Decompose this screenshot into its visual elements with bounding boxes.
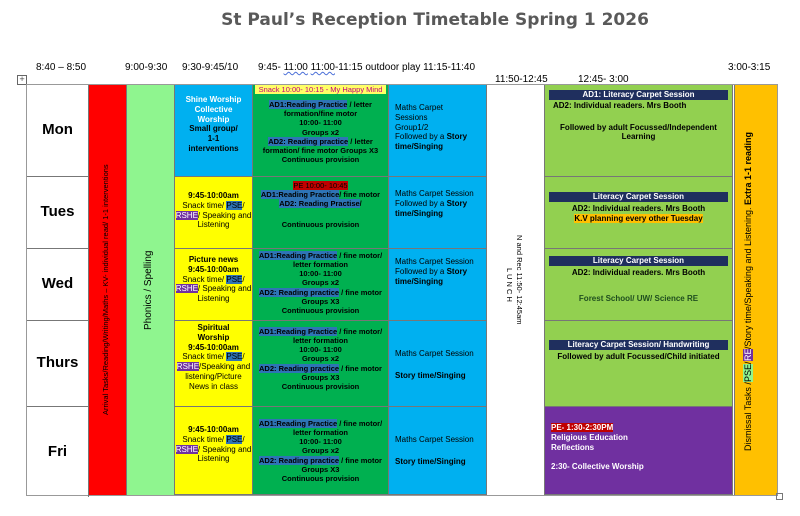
afternoon-mon: AD1: Literacy Carpet Session AD2: Individual readers. Mrs Booth Followed by adult Focussed/Independent Learning <box>545 85 733 177</box>
time-dismissal: 3:00-3:15 <box>728 62 771 73</box>
snack-fri: 9:45-10:00am Snack time/ PSE/ RSHE/ Speaking and Listening <box>175 407 253 495</box>
afternoon-wed: Literacy Carpet Session AD2: Individual readers. Mrs Booth Forest School/ UW/ Science RE <box>545 249 733 321</box>
arrival-text: Arrival Tasks/Reading/Writing/Maths – KV- individual read/ 1-1 interventions <box>101 164 110 416</box>
maths-thu: Maths Carpet Session Story time/Singing <box>389 321 487 407</box>
morning-tue: PE 10:00- 10:45 AD1:Reading Practice/ fine motor AD2: Reading Practise/ Continuous provision <box>253 177 389 249</box>
table-resize-handle[interactable] <box>776 493 783 500</box>
morning-thu: AD1:Reading Practice / fine motor/ letter formation 10:00- 11:00 Groups x2 AD2: Reading practice / fine motor Groups X3 Continuous provision <box>253 321 389 407</box>
snack-wed: Picture news 9:45-10:00am Snack time/ PSE/ RSHE/ Speaking and Listening <box>175 249 253 321</box>
page-title: St Paul’s Reception Timetable Spring 1 2026 <box>221 10 649 30</box>
day-fri: Fri <box>27 407 89 497</box>
afternoon-thu: Literacy Carpet Session/ Handwriting Followed by adult Focussed/Child initiated <box>545 321 733 407</box>
arrival-column <box>89 85 127 495</box>
maths-fri: Maths Carpet Session Story time/Singing <box>389 407 487 495</box>
day-thu: Thurs <box>27 321 89 407</box>
maths-mon: Maths Carpet Sessions Group1/2 Followed by a Story time/Singing <box>389 85 487 177</box>
afternoon-fri: PE- 1:30-2:30PM Religious Education Reflections 2:30- Collective Worship <box>545 407 733 495</box>
maths-tue: Maths Carpet Session Followed by a Story time/Singing <box>389 177 487 249</box>
timetable-grid <box>26 84 778 496</box>
snack-thu: Spiritual Worship 9:45-10:00am Snack time/ PSE/ RSHE/Speaking and listening/Picture News in class <box>175 321 253 407</box>
lunch-label: L U N C H <box>505 268 514 302</box>
dismissal-text: Dismissal Tasks /PSE/RE/Story time/Speaking and Listening. Extra 1-1 reading <box>743 131 753 451</box>
time-arrival: 8:40 – 8:50 <box>36 62 87 73</box>
phonics-column <box>127 85 175 495</box>
morning-wed: AD1:Reading Practice / fine motor/ letter formation 10:00- 11:00 Groups x2 AD2: Reading practice / fine motor Groups X3 Continuous provision <box>253 249 389 321</box>
worship-mon: Shine Worship Collective Worship Small group/ 1-1 interventions <box>175 85 253 177</box>
lunch-sub: N and Rec 11:50- 12:45am <box>515 235 524 325</box>
phonics-text: Phonics / Spelling <box>143 250 154 330</box>
lunch-column <box>487 85 545 495</box>
time-worship: 9:30-9:45/10 <box>182 62 239 73</box>
day-wed: Wed <box>27 249 89 321</box>
morning-fri: AD1:Reading Practice / fine motor/ letter formation 10:00- 11:00 Groups x2 AD2: Reading practice / fine motor Groups X3 Continuous provision <box>253 407 389 495</box>
morning-mon: Snack 10:00- 10:15 - My Happy Mind AD1:Reading Practice / letter formation/fine motor 10:00- 11:00 Groups x2 AD2: Reading practice / letter formation/ fine motor Groups X3 Continuous provision <box>253 85 389 177</box>
time-afternoon: 12:45- 3:00 <box>578 74 629 85</box>
day-mon: Mon <box>27 85 89 177</box>
day-tue: Tues <box>27 177 89 249</box>
time-lunch: 11:50-12:45 <box>495 74 548 85</box>
dismissal-column <box>735 85 777 495</box>
time-morning: 9:45- 11:00 11:00-11:15 outdoor play 11:15-11:40 <box>258 62 476 73</box>
afternoon-tue: Literacy Carpet Session AD2: Individual readers. Mrs Booth K.V planning every other Tuesday <box>545 177 733 249</box>
time-phonics: 9:00-9:30 <box>125 62 168 73</box>
snack-tue: 9:45-10:00am Snack time/ PSE/ RSHE/ Speaking and Listening <box>175 177 253 249</box>
table-move-handle[interactable]: + <box>17 75 27 85</box>
maths-wed: Maths Carpet Session Followed by a Story time/Singing <box>389 249 487 321</box>
